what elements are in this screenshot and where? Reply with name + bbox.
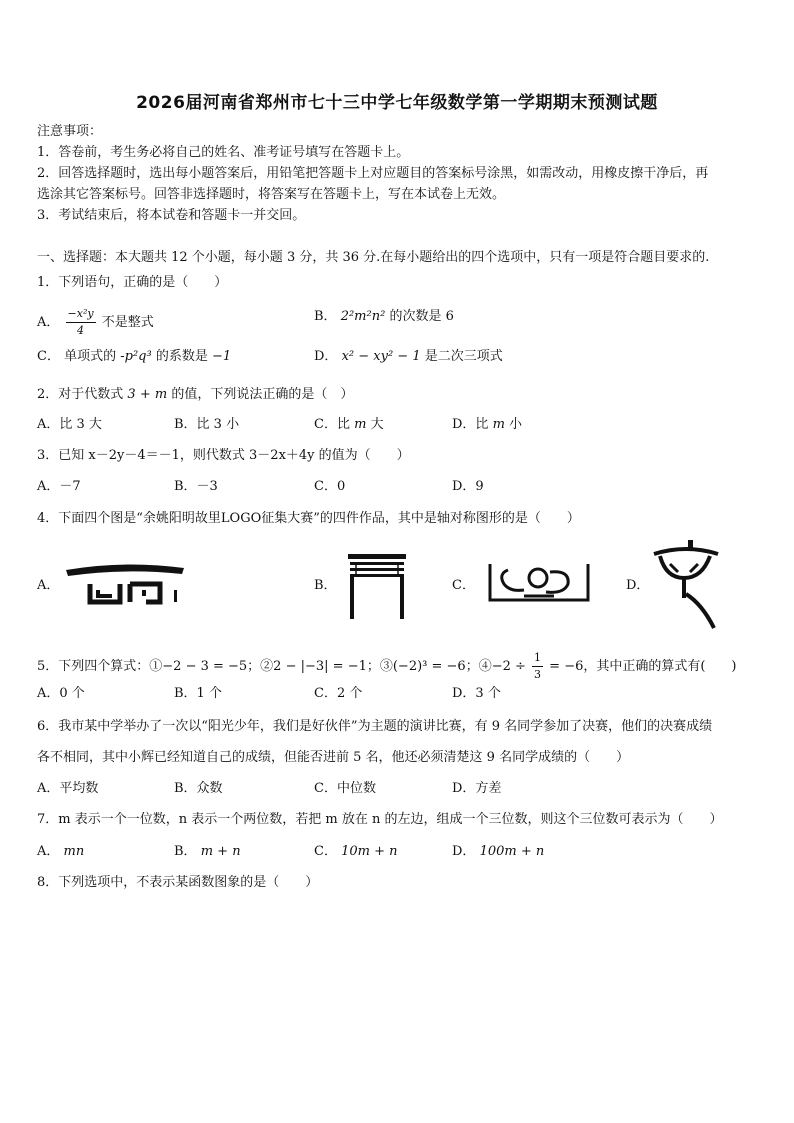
q6-option-b[interactable]: B．众数 (174, 781, 223, 796)
q8-stem: 8．下列选项中，不表示某函数图象的是（ ） (37, 875, 319, 890)
q1-b-math: 2²m²n² (340, 309, 386, 324)
q5-fraction-denominator: 3 (534, 668, 542, 681)
q2-option-d[interactable] (452, 417, 522, 433)
q2-c-text: 大 (370, 417, 384, 432)
q5-stem (37, 650, 737, 683)
q1-a-numerator: −x²y (66, 306, 96, 323)
page-title: 2026届河南省郑州市七十三中学七年级数学第一学期期末预测试题 (136, 93, 658, 113)
q5-option-c[interactable]: C．2 个 (314, 686, 363, 701)
q1-c-text1: 单项式的 (64, 349, 117, 364)
q2-d-label: D．比 (452, 417, 489, 432)
q4-stem: 4．下面四个图是“余姚阳明故里LOGO征集大赛”的四件作品，其中是轴对称图形的是（ ） (37, 511, 580, 526)
q1-a-denominator: 4 (77, 324, 85, 337)
q1-b-text: 的次数是 6 (389, 309, 454, 324)
q1-a-label: A． (37, 315, 60, 330)
logo-d-image (650, 538, 722, 630)
q6-stem-1: 6．我市某中学举办了一次以“阳光少年，我们是好伙伴”为主题的演讲比赛，有 9 名同学参加了决赛，他们的决赛成绩 (37, 719, 713, 734)
q2-c-label: C．比 (314, 417, 350, 432)
q6-option-a[interactable]: A．平均数 (37, 781, 99, 796)
q7-c-math: 10m + n (341, 844, 398, 859)
q3-option-c[interactable]: C．0 (314, 479, 346, 494)
q4-option-c[interactable]: C． (452, 578, 475, 593)
note-2b: 选涂其它答案标号。回答非选择题时，将答案写在答题卡上，写在本试卷上无效。 (37, 187, 506, 202)
q1-option-b[interactable] (314, 309, 454, 325)
q5-stem-1: 5．下列四个算式：①−2 − 3 = −5；②2 − |−3| = −1；③(−2)³ = −6；④−2 ÷ (37, 659, 526, 674)
q3-option-d[interactable]: D．9 (452, 479, 484, 494)
note-1: 1．答卷前，考生务必将自己的姓名、准考证号填写在答题卡上。 (37, 145, 410, 160)
q1-a-fraction (66, 306, 96, 339)
q1-d-text: 是二次三项式 (424, 349, 503, 364)
q2-d-text: 小 (509, 417, 523, 432)
q1-c-label: C． (37, 349, 60, 364)
q1-c-text2: 的系数是 (155, 349, 208, 364)
q6-option-c[interactable]: C．中位数 (314, 781, 376, 796)
q2-stem-1: 2．对于代数式 (37, 387, 124, 402)
q5-fraction (532, 650, 543, 683)
note-3: 3．考试结束后，将本试卷和答题卡一并交回。 (37, 208, 306, 223)
q5-option-d[interactable]: D．3 个 (452, 686, 501, 701)
q1-a-text: 不是整式 (101, 315, 154, 330)
q7-c-label: C． (314, 844, 337, 859)
q7-b-math: m + n (200, 844, 241, 859)
notes-heading: 注意事项： (37, 124, 103, 139)
q1-d-math: x² − xy² − 1 (341, 349, 421, 364)
logo-c-image (484, 556, 594, 608)
q5-stem-2: = −6，其中正确的算式有( ) (549, 659, 737, 674)
q4-option-d[interactable]: D． (626, 578, 650, 593)
q6-option-d[interactable]: D．方差 (452, 781, 502, 796)
q5-option-b[interactable]: B．1 个 (174, 686, 222, 701)
q1-option-c[interactable] (37, 349, 231, 365)
q1-d-label: D． (314, 349, 338, 364)
q1-b-label: B． (314, 309, 337, 324)
q2-option-b[interactable]: B．比 3 小 (174, 417, 240, 432)
q1-stem: 1．下列语句，正确的是（ ） (37, 275, 228, 290)
q7-a-label: A． (37, 844, 60, 859)
q1-c-math2: −1 (212, 349, 232, 364)
q7-b-label: B． (174, 844, 197, 859)
q7-d-math: 100m + n (479, 844, 545, 859)
q2-c-math: m (354, 417, 367, 432)
q2-option-a[interactable]: A．比 3 大 (37, 417, 102, 432)
q5-option-a[interactable]: A．0 个 (37, 686, 85, 701)
q1-option-d[interactable] (314, 349, 503, 365)
q1-c-math: -p²q³ (120, 349, 152, 364)
note-2a: 2．回答选择题时，选出每小题答案后，用铅笔把答题卡上对应题目的答案标号涂黑，如需改动，用橡皮擦干净后，再 (37, 166, 709, 181)
q7-a-math: mn (63, 844, 85, 859)
q2-d-math: m (492, 417, 505, 432)
q7-option-d[interactable] (452, 844, 544, 860)
q4-option-b[interactable]: B． (314, 578, 337, 593)
q5-fraction-numerator: 1 (532, 650, 543, 667)
q7-option-a[interactable] (37, 844, 84, 860)
q7-option-c[interactable] (314, 844, 398, 860)
q3-option-b[interactable]: B．－3 (174, 479, 218, 494)
logo-a-image (64, 560, 188, 606)
q3-stem: 3．已知 x－2y－4＝－1，则代数式 3－2x＋4y 的值为（ ） (37, 448, 410, 463)
logo-b-image (346, 550, 408, 620)
q7-d-label: D． (452, 844, 476, 859)
q4-option-a[interactable]: A． (37, 578, 60, 593)
q7-option-b[interactable] (174, 844, 241, 860)
section-heading: 一、选择题：本大题共 12 个小题，每小题 3 分，共 36 分.在每小题给出的四个选项中，只有一项是符合题目要求的. (37, 250, 710, 265)
q3-option-a[interactable]: A．－7 (37, 479, 81, 494)
q2-stem (37, 387, 353, 403)
q1-option-a[interactable] (37, 306, 154, 339)
q2-option-c[interactable] (314, 417, 384, 433)
q7-stem: 7．m 表示一个一位数，n 表示一个两位数，若把 m 放在 n 的左边，组成一个三位数，则这个三位数可表示为（ ） (37, 812, 723, 827)
q6-stem-2: 各不相同，其中小辉已经知道自己的成绩，但能否进前 5 名，他还必须清楚这 9 名同学成绩的（ ） (37, 750, 630, 765)
q2-stem-math: 3 + m (127, 387, 168, 402)
q2-stem-2: 的值，下列说法正确的是（ ） (171, 387, 354, 402)
